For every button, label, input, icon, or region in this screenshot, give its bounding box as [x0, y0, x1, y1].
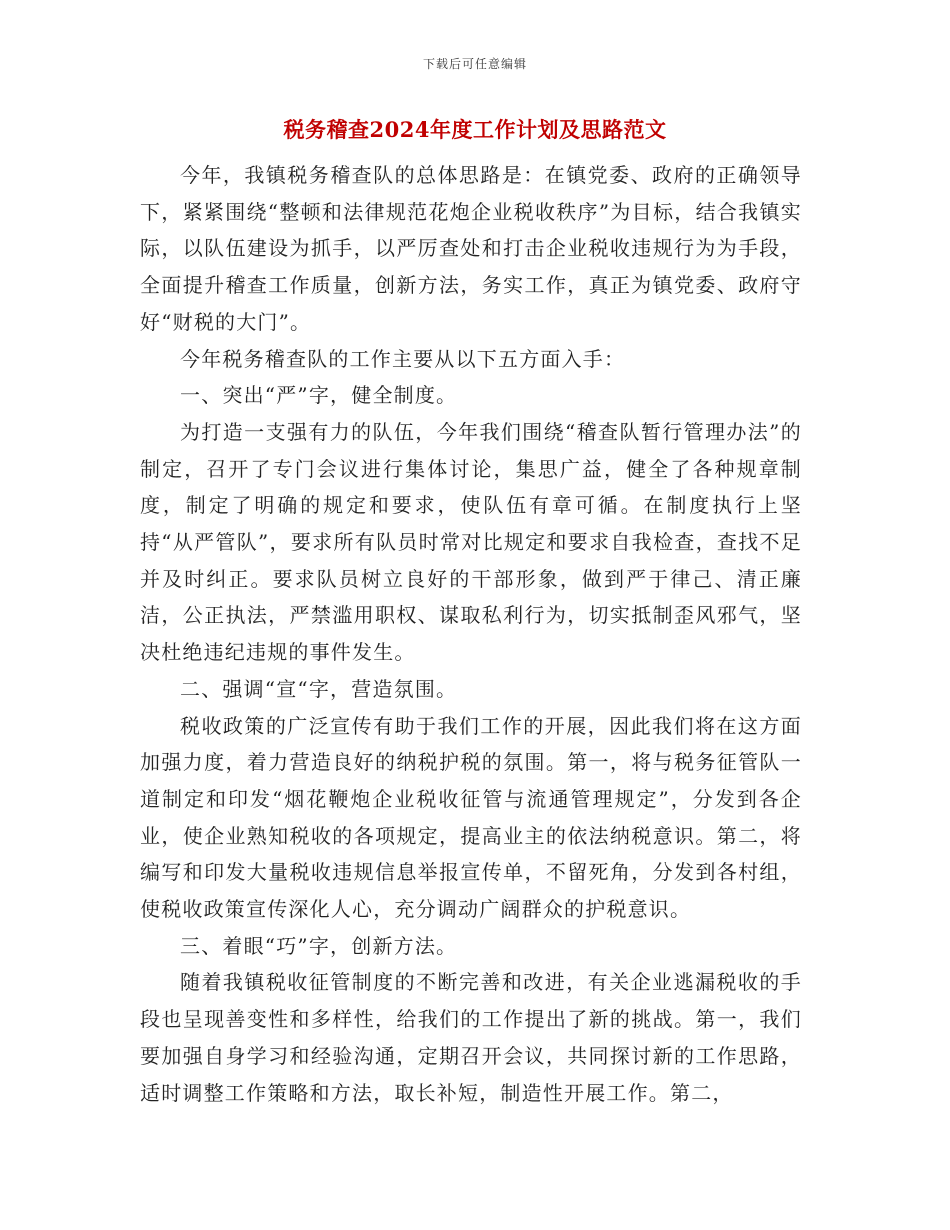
- paragraph: 为打造一支强有力的队伍，今年我们围绕“稽查队暂行管理办法”的制定，召开了专门会议进行集体讨论，集思广益，健全了各种规章制度，制定了明确的规定和要求，使队伍有章可循。在制度执行上坚持“从严管队”，要求所有队员时常对比规定和要求自我检查，查找不足并及时纠正。要求队员树立良好的干部形象，做到严于律己、清正廉洁，公正执法，严禁滥用职权、谋取私利行为，切实抵制歪风邪气，坚决杜绝违纪违规的事件发生。: [140, 419, 802, 665]
- paragraph: 今年，我镇税务稽查队的总体思路是：在镇党委、政府的正确领导下，紧紧围绕“整顿和法律规范花炮企业税收秩序”为目标，结合我镇实际，以队伍建设为抓手，以严厉查处和打击企业税收违规行为为手段，全面提升稽查工作质量，创新方法，务实工作，真正为镇党委、政府守好“财税的大门”。: [140, 163, 802, 334]
- section-heading: 三、着眼“巧”字，创新方法。: [180, 933, 458, 958]
- section-heading: 一、突出“严”字，健全制度。: [180, 383, 458, 408]
- paragraph: 随着我镇税收征管制度的不断完善和改进，有关企业逃漏税收的手段也呈现善变性和多样性，给我们的工作提出了新的挑战。第一，我们要加强自身学习和经验沟通，定期召开会议，共同探讨新的工作思路，适时调整工作策略和方法，取长补短，制造性开展工作。第二，: [140, 970, 802, 1105]
- paragraph: 今年税务稽查队的工作主要从以下五方面入手：: [180, 346, 626, 371]
- header-note: 下载后可任意编辑: [422, 57, 527, 71]
- document-title: 税务稽查2024年度工作计划及思路范文: [283, 117, 667, 142]
- document-body: [140, 157, 802, 1111]
- section-heading: 二、强调“宣“字，营造氛围。: [180, 676, 458, 701]
- paragraph: 税收政策的广泛宣传有助于我们工作的开展，因此我们将在这方面加强力度，着力营造良好的纳税护税的氛围。第一，将与税务征管队一道制定和印发“烟花鞭炮企业税收征管与流通管理规定”，分发到各企业，使企业熟知税收的各项规定，提高业主的依法纳税意识。第二，将编写和印发大量税收违规信息举报宣传单，不留死角，分发到各村组，使税收政策宣传深化人心，充分调动广阔群众的护税意识。: [140, 713, 802, 922]
